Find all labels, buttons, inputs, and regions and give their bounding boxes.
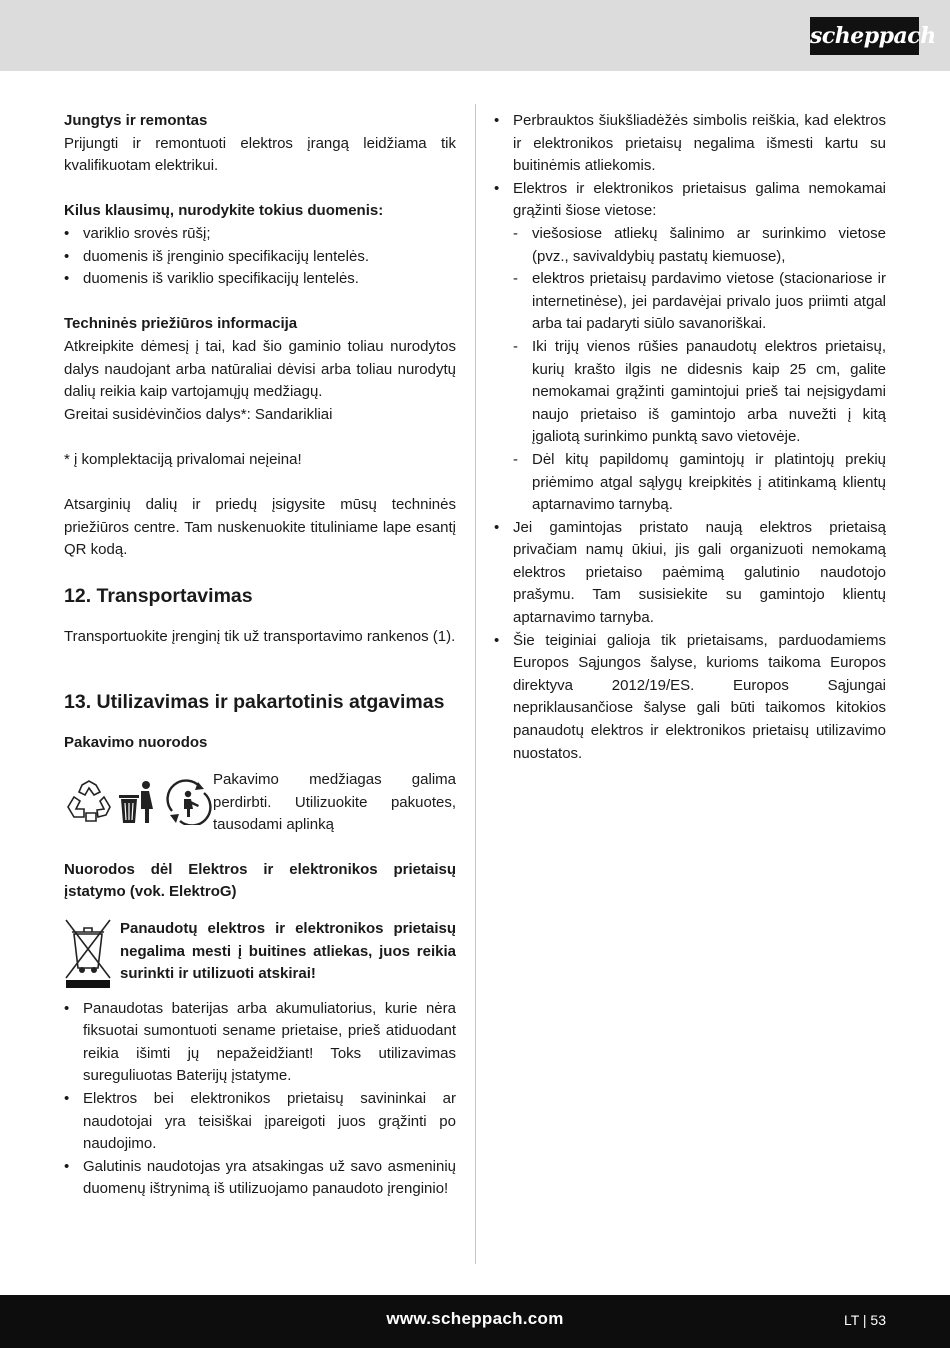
maintenance-text: Atkreipkite dėmesį į tai, kad šio gaminio toliau nurodytos dalys naudojant arba natūraliai dėvisi arba toliau nurodytų dalių reikia kaip vartojamųjų medžiagų. bbox=[64, 337, 456, 401]
list-item: • Elektros bei elektronikos prietaisų savininkai ar naudotojai yra teisiškai įpareigoti juos grąžinti po naudojimo. bbox=[64, 1088, 456, 1156]
recycle-person-icon bbox=[162, 779, 212, 825]
sub-list-item: - elektros prietaisų pardavimo vietose (stacionariose ir internetinėse), jei pardavėjai privalo juos priimti atgal arba tai padaryti siūlo savanoriškai. bbox=[513, 268, 886, 336]
sub-list-item: - viešosiose atliekų šalinimo ar surinkimo vietose (pvz., savivaldybių pastatų kiemuose), bbox=[513, 223, 886, 268]
list-item: • Perbrauktos šiukšliadėžės simbolis reiškia, kad elektros ir elektronikos prietaisų negalima išmesti kartu su buitinėmis atliekomis. bbox=[494, 110, 886, 178]
disposal-list bbox=[494, 110, 886, 765]
sub-list-item: - Iki trijų vienos rūšies panaudotų elektros prietaisų, kurių krašto ilgis ne didesnis kaip 25 cm, galite nemokamai grąžinti gamintojui prieš tai neįsigydami naujo prietaiso iš gamintojo arba nuvežti į kitą įgaliotą surinkimo punktą savo vietovėje. bbox=[513, 336, 886, 449]
page-number: LT | 53 bbox=[843, 1312, 886, 1328]
packaging-row bbox=[64, 769, 456, 837]
list-item: • Panaudotas baterijas arba akumuliatorius, kurie nėra fiksuotai sumontuoti sename prietaise, prieš atiduodant reikia išimti jų nepažeidžiant! Toks utilizavimas sureguliuotas Baterijų įstatyme. bbox=[64, 998, 456, 1088]
packaging-text: Pakavimo medžiagas galima perdirbti. Utilizuokite pakuotes, tausodami aplinką bbox=[213, 771, 456, 834]
list-item: • Jei gamintojas pristato naują elektros prietaisą privačiam namų ūkiui, jis gali organizuoti nemokamą elektros prietaiso paėmimą galutinio naudotojo prašymu. Tam susisiekite su gamintojo klientų aptarnavimo tarnyba. bbox=[494, 517, 886, 630]
section-title-questions: Kilus klausimų, nurodykite tokius duomenis: bbox=[64, 202, 384, 220]
brand-logo: scheppach bbox=[810, 17, 919, 55]
footer-band bbox=[0, 1295, 950, 1348]
heading-transport: 12. Transportavimas bbox=[64, 584, 253, 607]
crossed-out-bin-icon bbox=[64, 918, 112, 990]
list-item: • duomenis iš variklio specifikacijų lentelės. bbox=[64, 268, 456, 291]
list-item: • duomenis iš įrenginio specifikacijų lentelės. bbox=[64, 246, 456, 269]
sub-list-item: - Dėl kitų papildomų gamintojų ir platintojų prekių priėmimo atgal sąlygų kreipkitės į atitinkamą klientų aptarnavimo tarnybą. bbox=[513, 449, 886, 517]
wear-parts-text: Greitai susidėvinčios dalys*: Sandarikliai bbox=[64, 405, 333, 423]
section-title-connections: Jungtys ir remontas bbox=[64, 112, 208, 129]
list-item-text: Elektros ir elektronikos prietaisus galima nemokamai grąžinti šiose vietose: bbox=[513, 179, 886, 220]
column-divider bbox=[475, 104, 476, 1264]
trash-bin-person-icon bbox=[119, 779, 157, 825]
spare-parts-text: Atsarginių dalių ir priedų įsigysite mūsų techninės priežiūros centre. Tam nuskenuokite tituliniame lape esantį QR kodą. bbox=[64, 496, 456, 559]
list-item: • variklio srovės rūšį; bbox=[64, 223, 456, 246]
footer-url[interactable]: www.scheppach.com bbox=[386, 1309, 564, 1328]
list-item: • Galutinis naudotojas yra atsakingas už savo asmeninių duomenų ištrynimą iš utilizuojamo panaudoto įrenginio! bbox=[64, 1156, 456, 1201]
questions-list bbox=[64, 223, 456, 291]
packaging-title: Pakavimo nuorodos bbox=[64, 734, 208, 752]
weee-warning: Panaudotų elektros ir elektronikos prietaisų negalima mesti į buitines atliekas, juos reikia surinkti ir utilizuoti atskirai! bbox=[120, 920, 456, 983]
heading-disposal: 13. Utilizavimas ir pakartotinis atgavimas bbox=[64, 691, 445, 714]
recycle-icon bbox=[64, 779, 114, 825]
list-item bbox=[494, 178, 886, 517]
section-title-maintenance: Techninės priežiūros informacija bbox=[64, 315, 298, 333]
list-item: • Šie teiginiai galioja tik prietaisams, parduodamiems Europos Sąjungos šalyse, kurioms taikoma Europos direktyva 2012/19/ES. Europos Sąjungai nepriklausančiose šalyse gali būti taikomos kitokios panaudotų elektros ir elektronikos prietaisų utilizavimo nuostatos. bbox=[494, 630, 886, 766]
connections-text: Prijungti ir remontuoti elektros įrangą leidžiama tik kvalifikuotam elektrikui. bbox=[64, 134, 456, 175]
left-column bbox=[64, 110, 456, 1201]
header-band bbox=[0, 0, 950, 71]
transport-text: Transportuokite įrenginį tik už transportavimo rankenos (1). bbox=[64, 627, 456, 645]
weee-title: Nuorodos dėl Elektros ir elektronikos prietaisų įstatymo (vok. ElektroG) bbox=[64, 860, 456, 901]
packaging-icons bbox=[64, 769, 212, 835]
right-column bbox=[494, 110, 886, 765]
weee-row bbox=[64, 918, 456, 998]
not-included-note: * į komplektaciją privalomai neįeina! bbox=[64, 450, 302, 468]
weee-list bbox=[64, 998, 456, 1201]
return-points-list bbox=[513, 223, 886, 517]
